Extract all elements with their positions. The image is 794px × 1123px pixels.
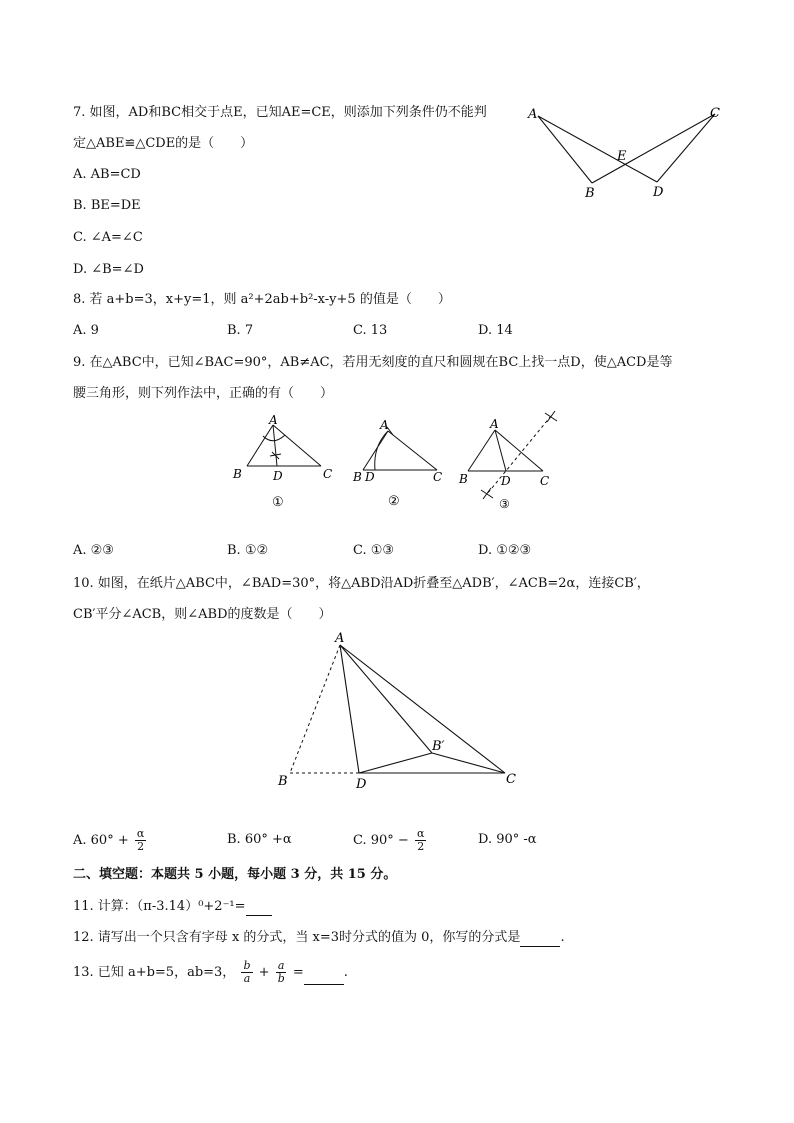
q9-fig3-caption: ③ (499, 497, 510, 511)
q7-label-d: D (653, 185, 664, 200)
q7-option-d: D. ∠B=∠D (73, 262, 144, 277)
q9-option-d: D. ①②③ (478, 543, 532, 558)
q9-fig1-caption: ① (272, 495, 284, 510)
q13-f1-den: a (243, 972, 251, 985)
q8-stem: 8. 若 a+b=3，x+y=1，则 a²+2ab+b²-x-y+5 的值是（ ） (73, 292, 451, 307)
q12-stem: 12. 请写出一个只含有字母 x 的分式，当 x=3时分式的值为 0，你写的分式是 . (73, 930, 565, 945)
q9-option-b: B. ①② (227, 543, 269, 558)
q9-fig1-label-a: A (269, 413, 278, 427)
q9-fig2-label-a: A (380, 418, 389, 432)
q9-figures (225, 408, 575, 518)
q11-answer-blank[interactable] (246, 901, 272, 916)
q8-option-a: A. 9 (73, 323, 99, 338)
q13-fraction-a-over-b (276, 960, 287, 985)
q13-fraction-b-over-a (241, 960, 252, 985)
q10-option-c-prefix: C. 90° − (353, 833, 409, 848)
q10-option-a (73, 828, 148, 853)
section2-heading: 二、填空题：本题共 5 小题，每小题 3 分，共 15 分。 (73, 867, 397, 882)
q7-label-e: E (617, 149, 627, 164)
q10-option-b: B. 60° +α (227, 832, 292, 847)
q10-label-c: C (506, 772, 516, 787)
q9-fig1-label-b: B (233, 467, 242, 481)
q12-text: 12. 请写出一个只含有字母 x 的分式，当 x=3时分式的值为 0，你写的分式是 (73, 930, 521, 945)
q10-stem-line1: 10. 如图，在纸片△ABC中，∠BAD=30°，将△ABD沿AD折叠至△ADB′，∠ACB=2α，连接CB′， (73, 576, 650, 591)
q9-fig2-label-d: D (365, 470, 375, 484)
q9-stem-line2: 腰三角形，则下列作法中，正确的有（ ） (73, 386, 334, 401)
q13-f2-den: b (277, 972, 285, 985)
q7-label-b: B (585, 186, 595, 201)
q10-option-c-frac-num: α (416, 827, 425, 840)
q13-answer-blank[interactable] (304, 970, 344, 985)
q10-label-a: A (335, 631, 345, 646)
q10-figure (270, 628, 530, 793)
q10-option-a-prefix: A. 60° + (73, 833, 129, 848)
q9-fig2-caption: ② (388, 494, 400, 509)
q12-answer-blank[interactable] (520, 932, 560, 947)
q10-option-d: D. 90° -α (478, 832, 537, 847)
q13-f1-num: b (243, 959, 251, 972)
q7-label-c: C (710, 106, 720, 121)
q10-label-d: D (356, 777, 367, 792)
q13-equals: = (292, 965, 304, 980)
q9-fig3-label-a: A (490, 417, 499, 431)
q9-fig3-label-c: C (540, 474, 550, 488)
q8-option-c: C. 13 (353, 323, 388, 338)
q10-option-c-fraction (415, 828, 426, 853)
q10-option-a-frac-den: 2 (137, 840, 145, 853)
q10-label-b: B (278, 774, 288, 789)
q10-option-a-fraction (135, 828, 146, 853)
q10-stem-line2: CB′平分∠ACB，则∠ABD的度数是（ ） (73, 607, 332, 622)
q9-option-c: C. ①③ (353, 543, 395, 558)
q9-fig1-label-c: C (323, 467, 333, 481)
q9-option-a: A. ②③ (73, 543, 114, 558)
q13-stem: 13. 已知 a+b=5，ab=3， $\frac{b}{a}$ + $\frac{a}{b}$ = . (73, 959, 348, 985)
q10-label-b-prime: B′ (432, 739, 445, 754)
q10-option-a-frac-num: α (136, 827, 145, 840)
q7-option-c: C. ∠A=∠C (73, 230, 143, 245)
q7-option-a: A. AB=CD (73, 167, 141, 182)
q9-fig2-label-c: C (433, 470, 443, 484)
q7-figure (520, 100, 740, 205)
q13-f2-num: a (277, 959, 285, 972)
q7-label-a: A (528, 107, 538, 122)
q8-option-b: B. 7 (227, 323, 254, 338)
q8-option-d: D. 14 (478, 323, 513, 338)
q9-fig1-label-d: D (273, 469, 283, 483)
q9-fig3-label-d: D (501, 474, 511, 488)
q7-stem-line1: 7. 如图，AD和BC相交于点E，已知AE=CE，则添加下列条件仍不能判 (73, 105, 487, 120)
q9-fig2-label-b: B (353, 470, 362, 484)
q10-option-c (353, 828, 428, 853)
q13-plus: + (258, 965, 270, 980)
q9-stem-line1: 9. 在△ABC中，已知∠BAC=90°，AB≠AC，若用无刻度的直尺和圆规在BC上找一点D，使△ACD是等 (73, 355, 673, 370)
q11-stem (73, 898, 272, 916)
q9-fig3-label-b: B (459, 472, 468, 486)
q13-text: 13. 已知 a+b=5，ab=3， (73, 965, 236, 980)
q7-stem-line2: 定△ABE≌△CDE的是（ ） (73, 136, 254, 151)
q10-option-c-frac-den: 2 (417, 840, 425, 853)
q7-option-b: B. BE=DE (73, 198, 141, 213)
q11-text: 11. 计算：（π-3.14）⁰+2⁻¹= (73, 899, 246, 914)
